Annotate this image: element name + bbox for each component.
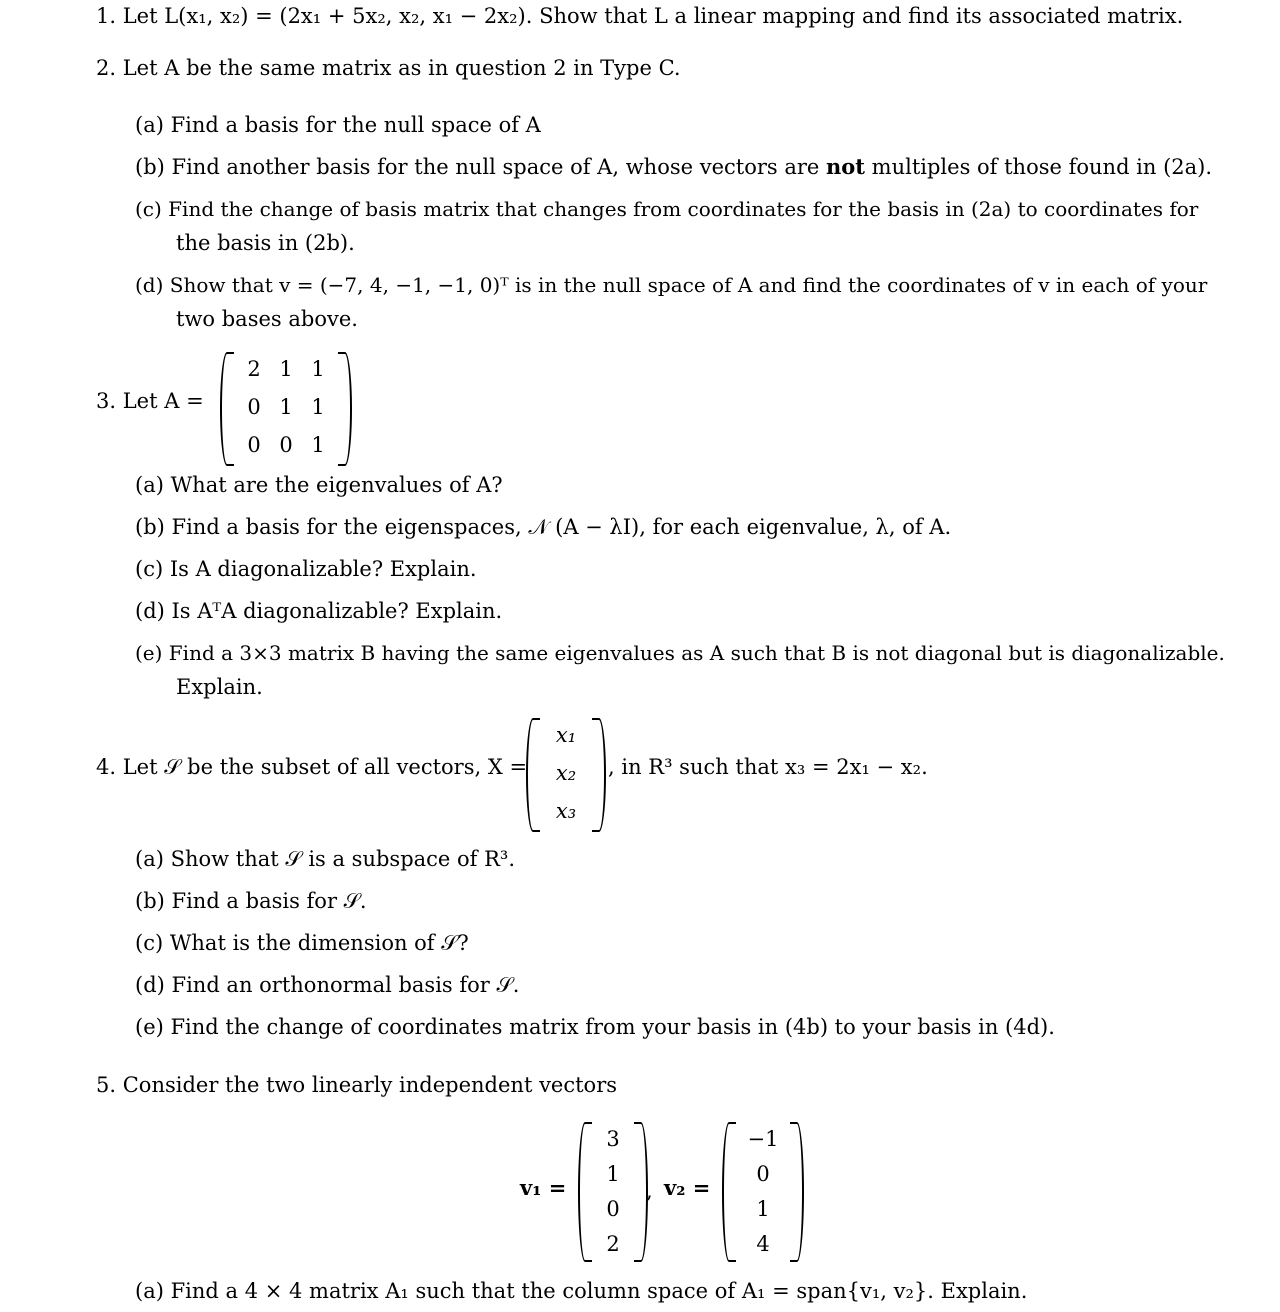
- q5-number: 5.: [96, 1073, 117, 1097]
- q3-part-e-line1: (e) Find a 3×3 matrix B having the same eigenvalues as A such that B is not diagonal but is diagonalizable.: [135, 641, 1225, 665]
- matrix-cell: 0: [247, 395, 261, 419]
- q3-part-a: (a) What are the eigenvalues of A?: [135, 473, 503, 497]
- q2-part-c-line1: (c) Find the change of basis matrix that changes from coordinates for the basis in (2a) to coordinates for: [135, 197, 1199, 221]
- q2-part-d-line2: two bases above.: [176, 307, 358, 331]
- left-paren: [526, 718, 540, 832]
- vector-entry: 1: [756, 1197, 770, 1221]
- vector-entry: 0: [606, 1197, 620, 1221]
- q3-matrix-cells: [234, 352, 338, 466]
- vector-entry: 3: [606, 1127, 620, 1151]
- question-2: [96, 55, 681, 81]
- question-1: [96, 3, 1183, 29]
- question-3: [96, 388, 204, 414]
- q1-text: Let L(x₁, x₂) = (2x₁ + 5x₂, x₂, x₁ − 2x₂). Show that L a linear mapping and find its associated matrix.: [122, 4, 1184, 28]
- q3-matrix: [220, 352, 352, 466]
- matrix-cell: 0: [279, 433, 293, 457]
- right-paren: [338, 352, 352, 466]
- q5-part-a: (a) Find a 4 × 4 matrix A₁ such that the column space of A₁ = span{v₁, v₂}. Explain.: [135, 1279, 1028, 1303]
- right-paren: [790, 1122, 804, 1262]
- matrix-cell: 1: [311, 433, 325, 457]
- v1-vector: [578, 1122, 648, 1262]
- matrix-cell: 1: [311, 357, 325, 381]
- vector-entry: x₃: [555, 799, 577, 823]
- q2-b-bold: not: [826, 154, 865, 179]
- q4-vector-cells: [540, 718, 592, 832]
- vector-entry: 1: [606, 1162, 620, 1186]
- q3-part-d: (d) Is AᵀA diagonalizable? Explain.: [135, 599, 503, 623]
- matrix-cell: 2: [247, 357, 261, 381]
- q3-part-c: (c) Is A diagonalizable? Explain.: [135, 557, 477, 581]
- v2-cells: [736, 1122, 790, 1262]
- vector-entry: 2: [606, 1232, 620, 1256]
- v2-label: v₂ =: [664, 1175, 711, 1200]
- matrix-cell: 1: [311, 395, 325, 419]
- q4-vector: [526, 718, 606, 832]
- matrix-cell: 1: [279, 357, 293, 381]
- q3-part-b: (b) Find a basis for the eigenspaces, 𝒩 (A − λI), for each eigenvalue, λ, of A.: [135, 515, 952, 539]
- q2-part-a: (a) Find a basis for the null space of A: [135, 113, 541, 137]
- q4-part-b: (b) Find a basis for 𝒮.: [135, 889, 367, 913]
- q2-b-post: multiples of those found in (2a).: [865, 155, 1213, 179]
- q4-part-e: (e) Find the change of coordinates matrix from your basis in (4b) to your basis in (4d).: [135, 1015, 1055, 1039]
- left-paren: [220, 352, 234, 466]
- vector-entry: −1: [747, 1127, 779, 1151]
- q2-text: Let A be the same matrix as in question 2 in Type C.: [122, 56, 681, 80]
- right-paren: [592, 718, 606, 832]
- q4-number: 4.: [96, 755, 117, 779]
- q2-part-d-line1: (d) Show that v = (−7, 4, −1, −1, 0)ᵀ is in the null space of A and find the coordinates of v in each of your: [135, 273, 1208, 297]
- q4-part-a: (a) Show that 𝒮 is a subspace of R³.: [135, 847, 516, 871]
- vector-entry: x₁: [555, 723, 577, 747]
- q2-part-b: [135, 154, 1212, 180]
- q2-number: 2.: [96, 56, 117, 80]
- q4-part-c: (c) What is the dimension of 𝒮?: [135, 931, 469, 955]
- v1-cells: [592, 1122, 634, 1262]
- q4-lead: Let 𝒮 be the subset of all vectors, X =: [122, 755, 528, 779]
- vector-entry: x₂: [555, 761, 577, 785]
- left-paren: [722, 1122, 736, 1262]
- q4-tail: , in R³ such that x₃ = 2x₁ − x₂.: [608, 755, 928, 779]
- q3-lead: Let A =: [122, 389, 204, 413]
- left-paren: [578, 1122, 592, 1262]
- question-5: [96, 1072, 617, 1098]
- v1-label: v₁ =: [520, 1175, 567, 1200]
- q3-number: 3.: [96, 389, 117, 413]
- vector-entry: 4: [756, 1232, 770, 1256]
- matrix-cell: 0: [247, 433, 261, 457]
- q2-b-pre: (b) Find another basis for the null space of A, whose vectors are: [135, 155, 827, 179]
- question-4: [96, 754, 527, 780]
- q3-part-e-line2: Explain.: [176, 675, 263, 699]
- vector-entry: 0: [756, 1162, 770, 1186]
- matrix-cell: 1: [279, 395, 293, 419]
- q2-part-c-line2: the basis in (2b).: [176, 231, 355, 255]
- q5-text: Consider the two linearly independent vectors: [122, 1073, 618, 1097]
- vector-separator: ,: [646, 1179, 653, 1203]
- q4-part-d: (d) Find an orthonormal basis for 𝒮.: [135, 973, 520, 997]
- q1-number: 1.: [96, 4, 117, 28]
- v2-vector: [722, 1122, 804, 1262]
